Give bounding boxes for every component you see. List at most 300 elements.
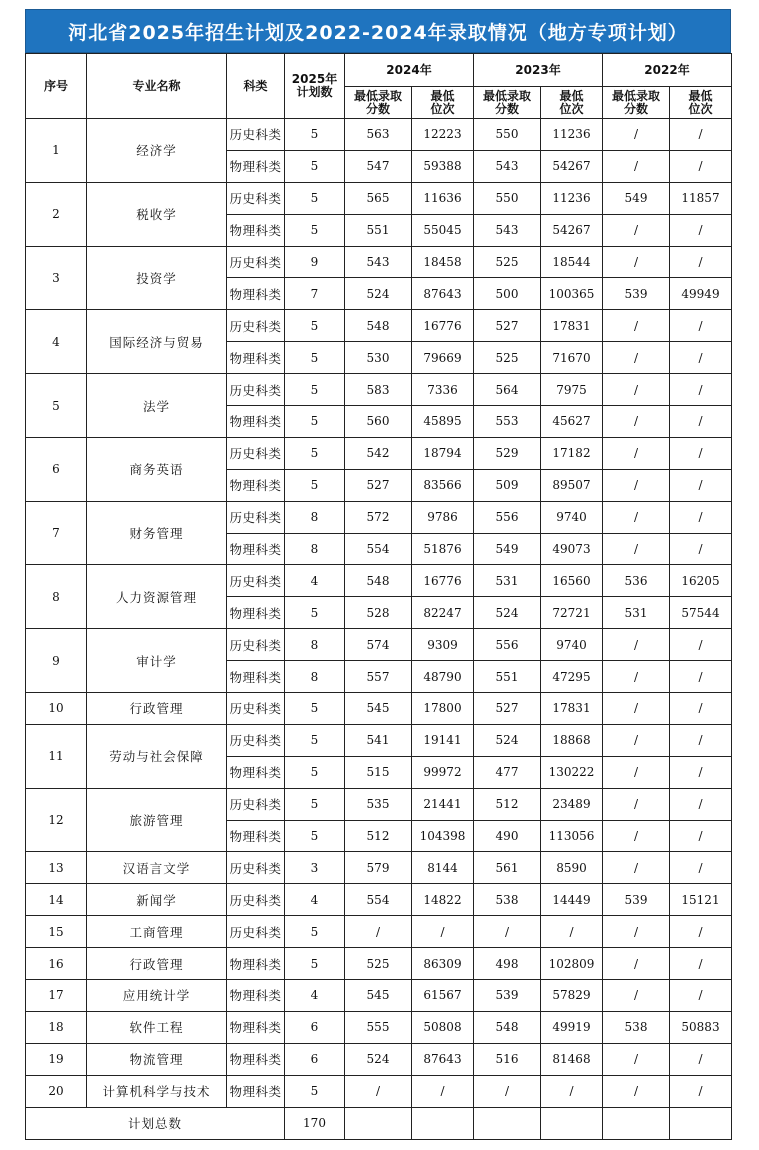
row-index-cell: 3 xyxy=(26,246,87,310)
min-rank-2024-cell: 45895 xyxy=(412,406,474,438)
plan-count-cell: 6 xyxy=(285,1043,345,1075)
header-min-rank-line2: 位次 xyxy=(430,101,455,116)
min-rank-2024-cell: 83566 xyxy=(412,469,474,501)
table-row xyxy=(26,1043,732,1075)
table-row xyxy=(26,119,732,151)
min-rank-2022-cell: / xyxy=(670,788,732,820)
min-score-2024-cell: 525 xyxy=(345,948,412,980)
min-rank-2022-cell: 50883 xyxy=(670,1011,732,1043)
header-min-score-line1: 最低录取 xyxy=(353,88,402,103)
min-rank-2022-cell: / xyxy=(670,693,732,725)
min-rank-2022-cell: / xyxy=(670,119,732,151)
plan-count-cell: 8 xyxy=(285,501,345,533)
min-score-2024-cell: 563 xyxy=(345,119,412,151)
plan-count-cell: 5 xyxy=(285,788,345,820)
min-score-2023-cell: 556 xyxy=(474,501,541,533)
min-rank-2023-cell: / xyxy=(541,916,603,948)
min-rank-2023-cell: 17182 xyxy=(541,437,603,469)
row-index-cell: 12 xyxy=(26,788,87,852)
row-index-cell: 17 xyxy=(26,980,87,1012)
total-label: 计划总数 xyxy=(26,1107,285,1139)
row-index-cell: 11 xyxy=(26,724,87,788)
min-rank-2022-cell: / xyxy=(670,1075,732,1107)
plan-count-cell: 5 xyxy=(285,724,345,756)
min-rank-2023-cell: 17831 xyxy=(541,310,603,342)
header-plan-line2: 计划数 xyxy=(296,85,333,99)
category-cell: 历史科类 xyxy=(227,788,285,820)
min-rank-2024-cell: 48790 xyxy=(412,661,474,693)
min-rank-2024-cell: 8144 xyxy=(412,852,474,884)
plan-count-cell: 5 xyxy=(285,916,345,948)
min-score-2024-cell: 515 xyxy=(345,756,412,788)
header-min-rank-2023 xyxy=(541,87,603,119)
min-score-2024-cell: 524 xyxy=(345,278,412,310)
plan-count-cell: 8 xyxy=(285,661,345,693)
plan-count-cell: 5 xyxy=(285,820,345,852)
min-rank-2024-cell: 14822 xyxy=(412,884,474,916)
min-rank-2024-cell: 21441 xyxy=(412,788,474,820)
min-rank-2022-cell: / xyxy=(670,374,732,406)
min-score-2024-cell: 548 xyxy=(345,310,412,342)
min-score-2022-cell: / xyxy=(603,916,670,948)
min-rank-2023-cell: 8590 xyxy=(541,852,603,884)
plan-count-cell: 4 xyxy=(285,565,345,597)
min-rank-2024-cell: 87643 xyxy=(412,278,474,310)
min-rank-2023-cell: 45627 xyxy=(541,406,603,438)
min-rank-2022-cell: 57544 xyxy=(670,597,732,629)
min-score-2023-cell: 490 xyxy=(474,820,541,852)
plan-count-cell: 5 xyxy=(285,693,345,725)
min-score-2023-cell: 509 xyxy=(474,469,541,501)
min-score-2022-cell: / xyxy=(603,1043,670,1075)
plan-count-cell: 6 xyxy=(285,1011,345,1043)
table-row xyxy=(26,788,732,820)
min-rank-2023-cell: 14449 xyxy=(541,884,603,916)
min-rank-2022-cell: / xyxy=(670,820,732,852)
table-row xyxy=(26,724,732,756)
min-rank-2023-cell: 49919 xyxy=(541,1011,603,1043)
row-index-cell: 4 xyxy=(26,310,87,374)
min-rank-2024-cell: / xyxy=(412,1075,474,1107)
plan-count-cell: 5 xyxy=(285,597,345,629)
major-name-cell: 应用统计学 xyxy=(87,980,227,1012)
min-score-2023-cell: 538 xyxy=(474,884,541,916)
min-score-2023-cell: 527 xyxy=(474,693,541,725)
min-rank-2024-cell: 16776 xyxy=(412,565,474,597)
major-name-cell: 汉语言文学 xyxy=(87,852,227,884)
min-rank-2022-cell: / xyxy=(670,469,732,501)
header-year-2022: 2022年 xyxy=(603,54,732,87)
category-cell: 物理科类 xyxy=(227,1075,285,1107)
min-rank-2022-cell: / xyxy=(670,916,732,948)
min-rank-2022-cell: / xyxy=(670,661,732,693)
category-cell: 物理科类 xyxy=(227,597,285,629)
min-score-2024-cell: 542 xyxy=(345,437,412,469)
row-index-cell: 7 xyxy=(26,501,87,565)
min-score-2022-cell: / xyxy=(603,119,670,151)
table-row xyxy=(26,310,732,342)
min-score-2024-cell: 572 xyxy=(345,501,412,533)
category-cell: 物理科类 xyxy=(227,342,285,374)
total-empty-cell xyxy=(541,1107,603,1139)
category-cell: 物理科类 xyxy=(227,1043,285,1075)
min-rank-2024-cell: / xyxy=(412,916,474,948)
header-min-rank-line2: 位次 xyxy=(559,101,584,116)
min-rank-2024-cell: 55045 xyxy=(412,214,474,246)
min-score-2023-cell: 516 xyxy=(474,1043,541,1075)
min-rank-2023-cell: 16560 xyxy=(541,565,603,597)
major-name-cell: 软件工程 xyxy=(87,1011,227,1043)
row-index-cell: 16 xyxy=(26,948,87,980)
major-name-cell: 法学 xyxy=(87,374,227,438)
min-score-2022-cell: 531 xyxy=(603,597,670,629)
min-rank-2023-cell: 49073 xyxy=(541,533,603,565)
min-score-2023-cell: 477 xyxy=(474,756,541,788)
min-score-2022-cell: / xyxy=(603,150,670,182)
min-score-2024-cell: 541 xyxy=(345,724,412,756)
min-rank-2023-cell: 17831 xyxy=(541,693,603,725)
header-plan-line1: 2025年 xyxy=(291,72,338,86)
min-rank-2022-cell: / xyxy=(670,437,732,469)
min-score-2023-cell: 551 xyxy=(474,661,541,693)
category-cell: 历史科类 xyxy=(227,374,285,406)
category-cell: 物理科类 xyxy=(227,980,285,1012)
category-cell: 物理科类 xyxy=(227,948,285,980)
min-score-2022-cell: / xyxy=(603,246,670,278)
min-rank-2023-cell: 57829 xyxy=(541,980,603,1012)
row-index-cell: 19 xyxy=(26,1043,87,1075)
category-cell: 物理科类 xyxy=(227,278,285,310)
min-score-2022-cell: / xyxy=(603,788,670,820)
category-cell: 历史科类 xyxy=(227,501,285,533)
plan-count-cell: 5 xyxy=(285,469,345,501)
total-empty-cell xyxy=(474,1107,541,1139)
min-score-2022-cell: 536 xyxy=(603,565,670,597)
min-score-2023-cell: / xyxy=(474,1075,541,1107)
min-score-2023-cell: 498 xyxy=(474,948,541,980)
plan-count-cell: 5 xyxy=(285,150,345,182)
min-score-2022-cell: / xyxy=(603,693,670,725)
header-category: 科类 xyxy=(227,54,285,119)
category-cell: 物理科类 xyxy=(227,406,285,438)
major-name-cell: 劳动与社会保障 xyxy=(87,724,227,788)
min-rank-2023-cell: 9740 xyxy=(541,501,603,533)
table-row xyxy=(26,246,732,278)
min-rank-2022-cell: 49949 xyxy=(670,278,732,310)
major-name-cell: 商务英语 xyxy=(87,437,227,501)
header-index: 序号 xyxy=(26,54,87,119)
min-score-2024-cell: 554 xyxy=(345,533,412,565)
min-score-2022-cell: 538 xyxy=(603,1011,670,1043)
min-rank-2022-cell: / xyxy=(670,629,732,661)
plan-count-cell: 5 xyxy=(285,374,345,406)
row-index-cell: 15 xyxy=(26,916,87,948)
min-rank-2022-cell: / xyxy=(670,948,732,980)
min-score-2024-cell: 565 xyxy=(345,182,412,214)
min-rank-2023-cell: 113056 xyxy=(541,820,603,852)
header-min-score-2023 xyxy=(474,87,541,119)
plan-count-cell: 5 xyxy=(285,406,345,438)
min-score-2022-cell: / xyxy=(603,437,670,469)
min-rank-2024-cell: 12223 xyxy=(412,119,474,151)
min-rank-2024-cell: 99972 xyxy=(412,756,474,788)
min-rank-2024-cell: 79669 xyxy=(412,342,474,374)
min-score-2023-cell: 550 xyxy=(474,182,541,214)
category-cell: 物理科类 xyxy=(227,756,285,788)
min-rank-2024-cell: 18458 xyxy=(412,246,474,278)
major-name-cell: 工商管理 xyxy=(87,916,227,948)
total-empty-cell xyxy=(412,1107,474,1139)
min-score-2024-cell: 524 xyxy=(345,1043,412,1075)
plan-count-cell: 4 xyxy=(285,980,345,1012)
plan-count-cell: 8 xyxy=(285,533,345,565)
min-rank-2023-cell: 71670 xyxy=(541,342,603,374)
header-year-2023: 2023年 xyxy=(474,54,603,87)
min-rank-2024-cell: 104398 xyxy=(412,820,474,852)
min-score-2022-cell: / xyxy=(603,406,670,438)
min-score-2024-cell: 554 xyxy=(345,884,412,916)
min-rank-2024-cell: 87643 xyxy=(412,1043,474,1075)
min-rank-2023-cell: 18544 xyxy=(541,246,603,278)
min-rank-2023-cell: 54267 xyxy=(541,150,603,182)
min-score-2022-cell: / xyxy=(603,1075,670,1107)
category-cell: 历史科类 xyxy=(227,182,285,214)
min-rank-2023-cell: 18868 xyxy=(541,724,603,756)
major-name-cell: 行政管理 xyxy=(87,693,227,725)
table-row xyxy=(26,852,732,884)
min-score-2023-cell: 543 xyxy=(474,150,541,182)
min-rank-2022-cell: / xyxy=(670,852,732,884)
min-score-2024-cell: 557 xyxy=(345,661,412,693)
min-score-2022-cell: 539 xyxy=(603,278,670,310)
min-rank-2022-cell: / xyxy=(670,246,732,278)
min-score-2022-cell: / xyxy=(603,374,670,406)
min-score-2022-cell: / xyxy=(603,820,670,852)
min-score-2022-cell: / xyxy=(603,948,670,980)
min-score-2023-cell: 527 xyxy=(474,310,541,342)
min-score-2022-cell: 549 xyxy=(603,182,670,214)
min-rank-2022-cell: 16205 xyxy=(670,565,732,597)
category-cell: 物理科类 xyxy=(227,469,285,501)
row-index-cell: 8 xyxy=(26,565,87,629)
major-name-cell: 经济学 xyxy=(87,119,227,183)
category-cell: 历史科类 xyxy=(227,119,285,151)
min-rank-2022-cell: 11857 xyxy=(670,182,732,214)
min-score-2023-cell: 550 xyxy=(474,119,541,151)
row-index-cell: 2 xyxy=(26,182,87,246)
plan-count-cell: 5 xyxy=(285,214,345,246)
min-rank-2024-cell: 9309 xyxy=(412,629,474,661)
table-row xyxy=(26,884,732,916)
header-min-score-line2: 分数 xyxy=(494,101,519,116)
header-min-rank-line1: 最低 xyxy=(559,88,584,103)
major-name-cell: 计算机科学与技术 xyxy=(87,1075,227,1107)
table-row xyxy=(26,1011,732,1043)
min-rank-2024-cell: 82247 xyxy=(412,597,474,629)
plan-count-cell: 5 xyxy=(285,756,345,788)
min-score-2022-cell: / xyxy=(603,214,670,246)
major-name-cell: 行政管理 xyxy=(87,948,227,980)
header-year-2024: 2024年 xyxy=(345,54,474,87)
category-cell: 历史科类 xyxy=(227,310,285,342)
table-row xyxy=(26,374,732,406)
header-min-rank-line1: 最低 xyxy=(688,88,713,103)
plan-count-cell: 5 xyxy=(285,948,345,980)
min-rank-2023-cell: 47295 xyxy=(541,661,603,693)
category-cell: 历史科类 xyxy=(227,629,285,661)
min-score-2024-cell: 528 xyxy=(345,597,412,629)
min-score-2023-cell: 500 xyxy=(474,278,541,310)
min-rank-2024-cell: 51876 xyxy=(412,533,474,565)
min-score-2023-cell: 561 xyxy=(474,852,541,884)
category-cell: 物理科类 xyxy=(227,820,285,852)
min-score-2022-cell: / xyxy=(603,310,670,342)
min-rank-2022-cell: / xyxy=(670,533,732,565)
plan-count-cell: 5 xyxy=(285,119,345,151)
header-min-score-line1: 最低录取 xyxy=(482,88,531,103)
plan-count-cell: 8 xyxy=(285,629,345,661)
min-score-2024-cell: 583 xyxy=(345,374,412,406)
plan-count-cell: 3 xyxy=(285,852,345,884)
table-row xyxy=(26,1075,732,1107)
plan-count-cell: 7 xyxy=(285,278,345,310)
row-index-cell: 13 xyxy=(26,852,87,884)
min-rank-2022-cell: / xyxy=(670,1043,732,1075)
category-cell: 物理科类 xyxy=(227,661,285,693)
min-score-2023-cell: 524 xyxy=(474,724,541,756)
total-empty-cell xyxy=(670,1107,732,1139)
header-min-rank-2024 xyxy=(412,87,474,119)
row-index-cell: 18 xyxy=(26,1011,87,1043)
min-rank-2024-cell: 86309 xyxy=(412,948,474,980)
min-rank-2023-cell: 81468 xyxy=(541,1043,603,1075)
min-score-2023-cell: 525 xyxy=(474,246,541,278)
min-rank-2023-cell: / xyxy=(541,1075,603,1107)
min-rank-2023-cell: 54267 xyxy=(541,214,603,246)
major-name-cell: 财务管理 xyxy=(87,501,227,565)
min-rank-2023-cell: 9740 xyxy=(541,629,603,661)
header-min-score-line2: 分数 xyxy=(365,101,390,116)
min-score-2024-cell: 574 xyxy=(345,629,412,661)
table-row xyxy=(26,565,732,597)
min-rank-2024-cell: 16776 xyxy=(412,310,474,342)
row-index-cell: 5 xyxy=(26,374,87,438)
header-min-score-line2: 分数 xyxy=(623,101,648,116)
row-index-cell: 9 xyxy=(26,629,87,693)
category-cell: 历史科类 xyxy=(227,724,285,756)
row-index-cell: 6 xyxy=(26,437,87,501)
category-cell: 历史科类 xyxy=(227,246,285,278)
min-score-2022-cell: / xyxy=(603,756,670,788)
header-min-rank-line1: 最低 xyxy=(430,88,455,103)
min-score-2024-cell: 555 xyxy=(345,1011,412,1043)
min-rank-2023-cell: 11236 xyxy=(541,182,603,214)
table-row xyxy=(26,629,732,661)
min-score-2022-cell: / xyxy=(603,533,670,565)
header-min-score-line1: 最低录取 xyxy=(611,88,660,103)
min-score-2022-cell: / xyxy=(603,852,670,884)
min-score-2022-cell: 539 xyxy=(603,884,670,916)
min-score-2022-cell: / xyxy=(603,469,670,501)
total-empty-cell xyxy=(603,1107,670,1139)
category-cell: 历史科类 xyxy=(227,852,285,884)
min-score-2023-cell: / xyxy=(474,916,541,948)
min-rank-2022-cell: / xyxy=(670,756,732,788)
min-score-2023-cell: 543 xyxy=(474,214,541,246)
table-row xyxy=(26,916,732,948)
row-index-cell: 1 xyxy=(26,119,87,183)
header-min-rank-line2: 位次 xyxy=(688,101,713,116)
min-rank-2022-cell: / xyxy=(670,310,732,342)
min-score-2024-cell: 527 xyxy=(345,469,412,501)
category-cell: 历史科类 xyxy=(227,884,285,916)
min-rank-2022-cell: / xyxy=(670,150,732,182)
category-cell: 物理科类 xyxy=(227,1011,285,1043)
table-row xyxy=(26,182,732,214)
category-cell: 物理科类 xyxy=(227,150,285,182)
plan-count-cell: 5 xyxy=(285,310,345,342)
min-score-2023-cell: 539 xyxy=(474,980,541,1012)
min-score-2022-cell: / xyxy=(603,629,670,661)
min-score-2024-cell: 535 xyxy=(345,788,412,820)
min-rank-2023-cell: 89507 xyxy=(541,469,603,501)
min-score-2023-cell: 531 xyxy=(474,565,541,597)
min-rank-2024-cell: 61567 xyxy=(412,980,474,1012)
total-value: 170 xyxy=(285,1107,345,1139)
min-score-2024-cell: / xyxy=(345,916,412,948)
category-cell: 历史科类 xyxy=(227,437,285,469)
min-score-2023-cell: 525 xyxy=(474,342,541,374)
min-score-2024-cell: 545 xyxy=(345,693,412,725)
header-min-score-2022 xyxy=(603,87,670,119)
category-cell: 物理科类 xyxy=(227,533,285,565)
min-rank-2022-cell: / xyxy=(670,724,732,756)
min-rank-2024-cell: 11636 xyxy=(412,182,474,214)
plan-count-cell: 5 xyxy=(285,182,345,214)
header-min-score-2024 xyxy=(345,87,412,119)
major-name-cell: 物流管理 xyxy=(87,1043,227,1075)
min-score-2023-cell: 564 xyxy=(474,374,541,406)
min-score-2024-cell: 579 xyxy=(345,852,412,884)
min-rank-2023-cell: 102809 xyxy=(541,948,603,980)
min-score-2023-cell: 512 xyxy=(474,788,541,820)
category-cell: 物理科类 xyxy=(227,214,285,246)
min-rank-2024-cell: 19141 xyxy=(412,724,474,756)
min-rank-2024-cell: 9786 xyxy=(412,501,474,533)
min-rank-2024-cell: 59388 xyxy=(412,150,474,182)
min-score-2024-cell: 545 xyxy=(345,980,412,1012)
min-rank-2024-cell: 18794 xyxy=(412,437,474,469)
min-rank-2023-cell: 130222 xyxy=(541,756,603,788)
plan-count-cell: 5 xyxy=(285,1075,345,1107)
category-cell: 历史科类 xyxy=(227,916,285,948)
min-score-2022-cell: / xyxy=(603,661,670,693)
plan-count-cell: 5 xyxy=(285,342,345,374)
min-score-2023-cell: 556 xyxy=(474,629,541,661)
min-score-2024-cell: 530 xyxy=(345,342,412,374)
major-name-cell: 税收学 xyxy=(87,182,227,246)
major-name-cell: 人力资源管理 xyxy=(87,565,227,629)
min-rank-2023-cell: 72721 xyxy=(541,597,603,629)
min-rank-2022-cell: / xyxy=(670,501,732,533)
table-row xyxy=(26,693,732,725)
min-score-2023-cell: 524 xyxy=(474,597,541,629)
min-rank-2024-cell: 7336 xyxy=(412,374,474,406)
min-score-2024-cell: / xyxy=(345,1075,412,1107)
row-index-cell: 10 xyxy=(26,693,87,725)
min-rank-2022-cell: 15121 xyxy=(670,884,732,916)
category-cell: 历史科类 xyxy=(227,693,285,725)
